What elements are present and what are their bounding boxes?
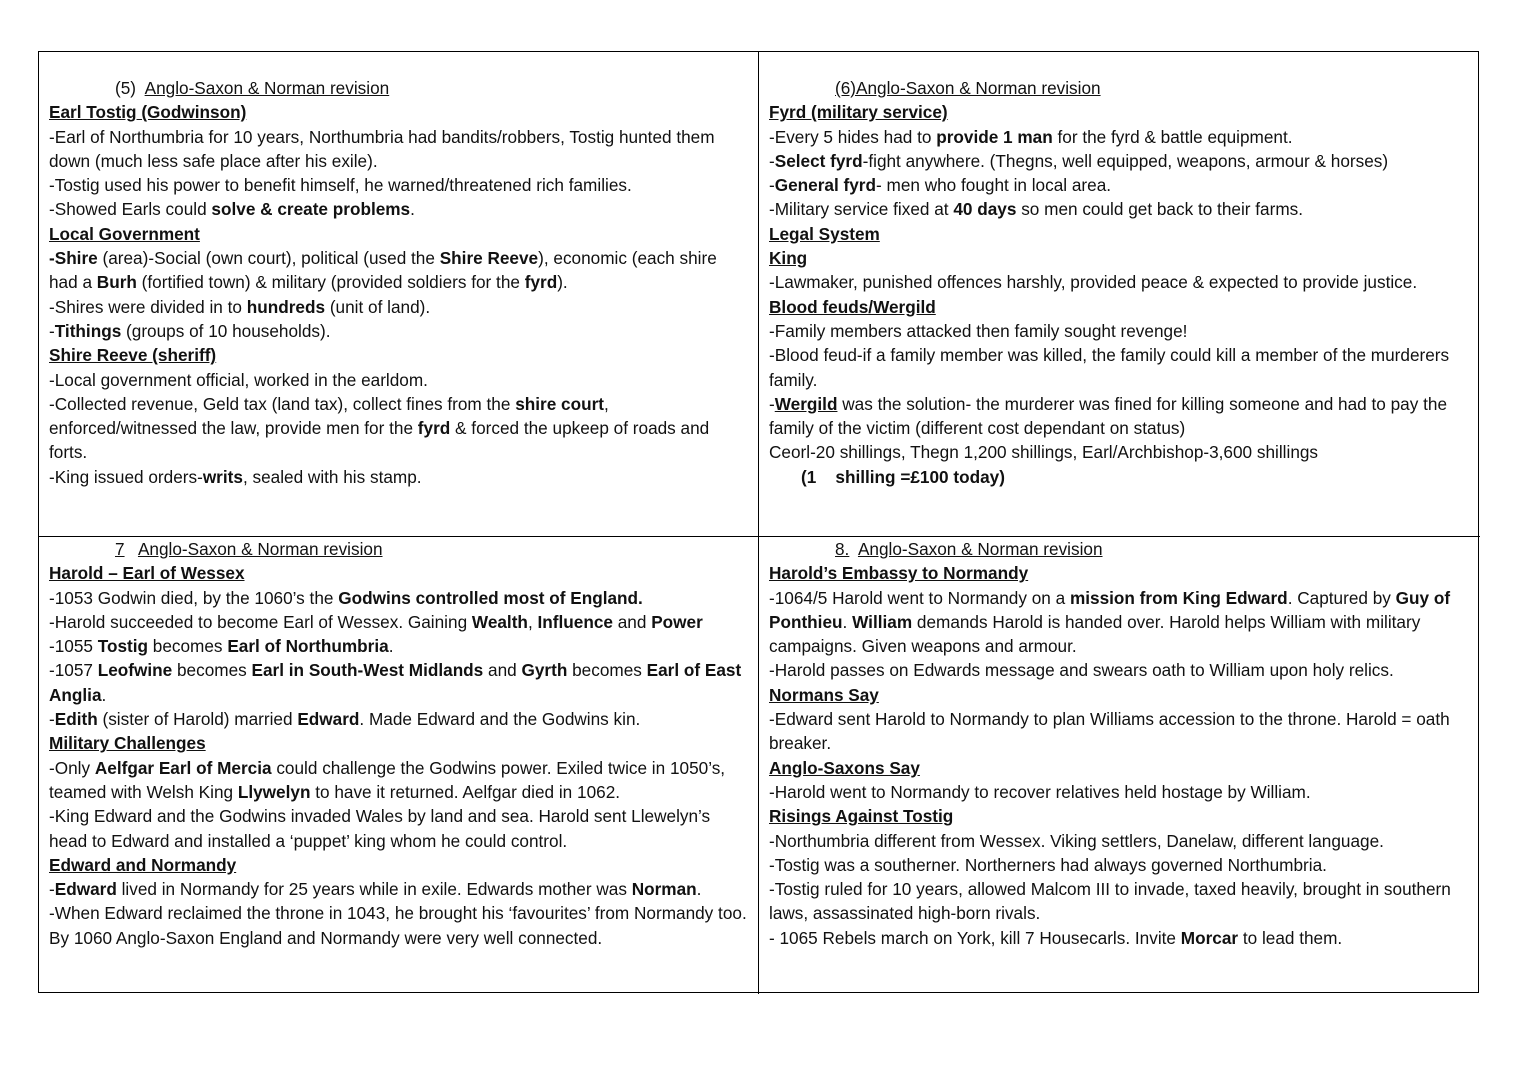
note-line: -Blood feud-if a family member was killed, the family could kill a member of the murderers family. bbox=[769, 345, 1450, 390]
heading-shire-reeve: Shire Reeve (sheriff) bbox=[49, 345, 217, 366]
revision-table bbox=[38, 51, 1479, 993]
note-line: -1055 Tostig becomes Earl of Northumbria. bbox=[49, 636, 394, 657]
card-title: (6)Anglo-Saxon & Norman revision bbox=[835, 78, 1101, 98]
heading-local-government: Local Government bbox=[49, 223, 200, 244]
note-line: -Northumbria different from Wessex. Viking settlers, Danelaw, different language. bbox=[769, 830, 1384, 851]
card-title: 8. Anglo-Saxon & Norman revision bbox=[835, 539, 1103, 559]
note-line: -Local government official, worked in the earldom. bbox=[49, 369, 428, 390]
heading-blood-feuds: Blood feuds/Wergild bbox=[769, 296, 936, 317]
note-line: -Collected revenue, Geld tax (land tax), collect fines from the shire court, enforced/witnessed the law, provide men for the fyrd & forced the upkeep of roads and forts. bbox=[49, 393, 710, 463]
note-line: -Harold succeeded to become Earl of Wessex. Gaining Wealth, Influence and Power bbox=[49, 611, 703, 632]
card-title: (5) Anglo-Saxon & Norman revision bbox=[115, 78, 390, 98]
heading-normans-say: Normans Say bbox=[769, 684, 879, 705]
note-line: -Lawmaker, punished offences harshly, provided peace & expected to provide justice. bbox=[769, 272, 1418, 293]
note-line: -Tostig ruled for 10 years, allowed Malcom III to invade, taxed heavily, brought in southern laws, assassinated high-born rivals. bbox=[769, 879, 1451, 924]
heading-edward-and-normandy: Edward and Normandy bbox=[49, 854, 237, 875]
note-line: -Harold passes on Edwards message and swears oath to William upon holy relics. bbox=[769, 660, 1394, 681]
revision-card-8 bbox=[759, 537, 1480, 994]
heading-harold-earl-of-wessex: Harold – Earl of Wessex bbox=[49, 563, 245, 584]
note-line: -1057 Leofwine becomes Earl in South-West Midlands and Gyrth becomes Earl of East Anglia. bbox=[49, 660, 742, 705]
note-line: (1 shilling =£100 today) bbox=[801, 466, 1005, 487]
note-line: -Every 5 hides had to provide 1 man for the fyrd & battle equipment. bbox=[769, 126, 1293, 147]
note-line: -1064/5 Harold went to Normandy on a mission from King Edward. Captured by Guy of Ponthieu. William demands Harold is handed over. Harold helps William with military campaigns. Given weapons and armour. bbox=[769, 587, 1451, 657]
note-line: -1053 Godwin died, by the 1060’s the Godwins controlled most of England. bbox=[49, 587, 643, 608]
note-line: -Harold went to Normandy to recover relatives held hostage by William. bbox=[769, 781, 1311, 802]
note-line: -General fyrd- men who fought in local area. bbox=[769, 175, 1112, 196]
note-line: -Edward lived in Normandy for 25 years while in exile. Edwards mother was Norman. bbox=[49, 879, 702, 900]
heading-king: King bbox=[769, 248, 808, 269]
note-line: -Edith (sister of Harold) married Edward. Made Edward and the Godwins kin. bbox=[49, 709, 641, 730]
revision-card-5 bbox=[39, 52, 759, 537]
heading-legal-system: Legal System bbox=[769, 223, 880, 244]
heading-fyrd: Fyrd (military service) bbox=[769, 102, 948, 123]
note-line: -Tostig was a southerner. Northerners had always governed Northumbria. bbox=[769, 854, 1327, 875]
note-line: -Tithings (groups of 10 households). bbox=[49, 320, 331, 341]
note-line: -King Edward and the Godwins invaded Wales by land and sea. Harold sent Llewelyn’s head to Edward and installed a ‘puppet’ king whom he could control. bbox=[49, 806, 711, 851]
note-line: -Family members attacked then family sought revenge! bbox=[769, 320, 1188, 341]
card-title: 7 Anglo-Saxon & Norman revision bbox=[115, 539, 383, 559]
note-line: -Shires were divided in to hundreds (unit of land). bbox=[49, 296, 431, 317]
note-line: -Wergild was the solution- the murderer was fined for killing someone and had to pay the family of the victim (different cost dependant on status) bbox=[769, 393, 1447, 439]
note-line: -When Edward reclaimed the throne in 1043, he brought his ‘favourites’ from Normandy too. By 1060 Anglo-Saxon England and Normandy were very well connected. bbox=[49, 903, 747, 948]
note-line: Ceorl-20 shillings, Thegn 1,200 shillings, Earl/Archbishop-3,600 shillings bbox=[769, 442, 1319, 463]
note-line: -Only Aelfgar Earl of Mercia could challenge the Godwins power. Exiled twice in 1050’s, teamed with Welsh King Llywelyn to have it returned. Aelfgar died in 1062. bbox=[49, 757, 726, 802]
note-line: -Earl of Northumbria for 10 years, Northumbria had bandits/robbers, Tostig hunted them down (much less safe place after his exile). bbox=[49, 126, 715, 171]
note-line: -King issued orders-writs, sealed with his stamp. bbox=[49, 466, 422, 487]
note-line: -Showed Earls could solve & create problems. bbox=[49, 199, 415, 220]
note-line: -Shire (area)-Social (own court), political (used the Shire Reeve), economic (each shire had a Burh (fortified town) & military (provided soldiers for the fyrd). bbox=[49, 248, 717, 293]
note-line: -Military service fixed at 40 days so men could get back to their farms. bbox=[769, 199, 1304, 220]
heading-risings-against-tostig: Risings Against Tostig bbox=[769, 806, 954, 827]
note-line: -Tostig used his power to benefit himself, he warned/threatened rich families. bbox=[49, 175, 632, 196]
heading-military-challenges: Military Challenges bbox=[49, 733, 206, 754]
note-line: -Edward sent Harold to Normandy to plan Williams accession to the throne. Harold = oath breaker. bbox=[769, 709, 1450, 754]
note-line: -Select fyrd-fight anywhere. (Thegns, well equipped, weapons, armour & horses) bbox=[769, 150, 1389, 171]
heading-anglo-saxons-say: Anglo-Saxons Say bbox=[769, 757, 920, 778]
heading-harolds-embassy: Harold’s Embassy to Normandy bbox=[769, 563, 1029, 584]
revision-card-7 bbox=[39, 537, 759, 994]
note-line: - 1065 Rebels march on York, kill 7 Housecarls. Invite Morcar to lead them. bbox=[769, 927, 1343, 948]
heading-earl-tostig: Earl Tostig (Godwinson) bbox=[49, 102, 247, 123]
revision-card-6 bbox=[759, 52, 1480, 537]
